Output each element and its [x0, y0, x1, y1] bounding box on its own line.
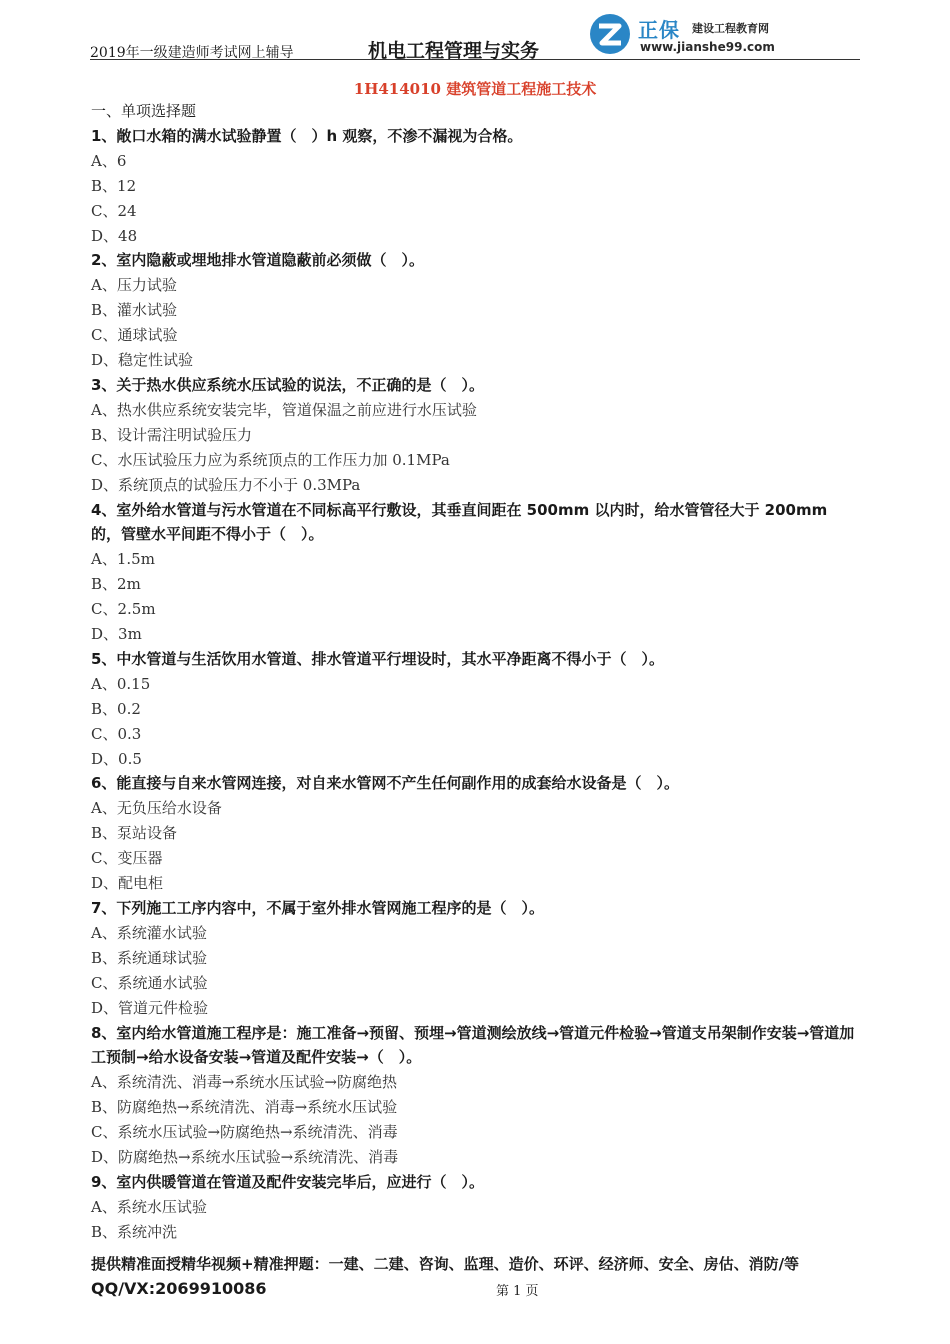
- question-stem: 2、室内隐蔽或埋地排水管道隐蔽前必须做（ ）。: [91, 251, 424, 270]
- answer-option: C、2.5m: [91, 600, 156, 619]
- footer-promo-text: 提供精准面授精华视频+精准押题：一建、二建、咨询、监理、造价、环评、经济师、安全、房估、消防/等: [91, 1255, 800, 1273]
- section-title: 一、单项选择题: [91, 102, 197, 120]
- footer-contact: QQ/VX:2069910086: [91, 1279, 267, 1298]
- answer-option: B、系统冲洗: [91, 1222, 178, 1241]
- answer-option: B、2m: [91, 575, 141, 594]
- question-stem: 4、室外给水管道与污水管道在不同标高平行敷设，其垂直间距在 500mm 以内时，给水管管径大于 200mm 的，管壁水平间距不得小于（ ）。: [91, 500, 828, 544]
- question-stem: 8、室内给水管道施工程序是：施工准备→预留、预埋→管道测绘放线→管道元件检验→管道支吊架制作安装→管道加工预制→给水设备安装→管道及配件安装→（ ）。: [91, 1023, 855, 1067]
- answer-option: C、水压试验压力应为系统顶点的工作压力加 0.1MPa: [91, 450, 450, 469]
- answer-option: A、无负压给水设备: [91, 799, 222, 818]
- logo-url: www.jianshe99.com: [640, 40, 775, 54]
- answer-option: B、系统通球试验: [91, 948, 208, 967]
- answer-option: A、系统清洗、消毒→系统水压试验→防腐绝热: [91, 1073, 397, 1092]
- header-exam-title: 2019年一级建造师考试网上辅导: [90, 45, 294, 61]
- answer-option: D、3m: [91, 625, 142, 644]
- answer-option: C、系统通水试验: [91, 973, 208, 992]
- answer-option: A、0.15: [91, 674, 151, 693]
- answer-option: C、24: [91, 201, 137, 220]
- logo-brand-subtitle: 建设工程教育网: [692, 22, 769, 35]
- answer-option: D、配电柜: [91, 874, 164, 893]
- question-stem: 7、下列施工工序内容中，不属于室外排水管网施工程序的是（ ）。: [91, 899, 544, 917]
- answer-option: C、0.3: [91, 724, 142, 743]
- question-stem: 3、关于热水供应系统水压试验的说法，不正确的是（ ）。: [91, 375, 484, 394]
- answer-option: D、系统顶点的试验压力不小于 0.3MPa: [91, 475, 361, 494]
- logo-swoosh-icon: [588, 12, 632, 56]
- answer-option: A、系统水压试验: [91, 1197, 207, 1216]
- question-stem: 1、敞口水箱的满水试验静置（ ）h 观察，不渗不漏视为合格。: [91, 126, 523, 145]
- answer-option: B、0.2: [91, 699, 141, 718]
- question-stem: 6、能直接与自来水管网连接，对自来水管网不产生任何副作用的成套给水设备是（ ）。: [91, 774, 679, 793]
- answer-option: B、泵站设备: [91, 824, 178, 843]
- answer-option: D、稳定性试验: [91, 351, 194, 370]
- header-subject-title: 机电工程管理与实务: [368, 40, 540, 62]
- answer-option: C、通球试验: [91, 326, 178, 345]
- page-number: 第 1 页: [496, 1284, 539, 1299]
- question-stem: 9、室内供暖管道在管道及配件安装完毕后，应进行（ ）。: [91, 1172, 484, 1191]
- document-title: 1H414010 建筑管道工程施工技术: [353, 80, 597, 98]
- brand-logo: [588, 8, 778, 58]
- answer-option: A、压力试验: [91, 276, 177, 295]
- answer-option: A、6: [91, 151, 127, 170]
- answer-option: A、系统灌水试验: [91, 923, 207, 942]
- answer-option: A、热水供应系统安装完毕，管道保温之前应进行水压试验: [91, 400, 477, 419]
- answer-option: D、防腐绝热→系统水压试验→系统清洗、消毒: [91, 1148, 399, 1167]
- answer-option: B、12: [91, 176, 137, 195]
- answer-option: B、设计需注明试验压力: [91, 425, 253, 444]
- logo-brand-name: 正保: [638, 18, 680, 42]
- answer-option: D、管道元件检验: [91, 998, 209, 1017]
- question-stem: 5、中水管道与生活饮用水管道、排水管道平行埋设时，其水平净距离不得小于（ ）。: [91, 649, 664, 668]
- page-header: [90, 8, 860, 60]
- answer-option: A、1.5m: [91, 550, 155, 569]
- page-footer: [91, 1253, 871, 1299]
- answer-option: B、灌水试验: [91, 301, 178, 320]
- header-divider: [90, 59, 860, 60]
- answer-option: D、48: [91, 226, 138, 245]
- question-list: [91, 99, 861, 1245]
- answer-option: D、0.5: [91, 749, 142, 768]
- answer-option: C、系统水压试验→防腐绝热→系统清洗、消毒: [91, 1123, 398, 1142]
- answer-option: C、变压器: [91, 849, 163, 868]
- answer-option: B、防腐绝热→系统清洗、消毒→系统水压试验: [91, 1098, 398, 1117]
